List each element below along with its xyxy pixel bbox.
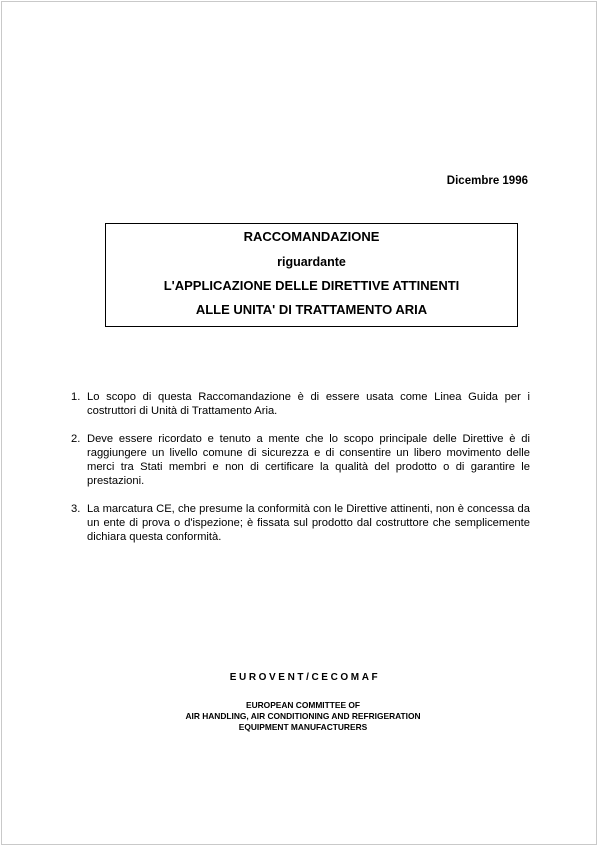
committee-line-3: EQUIPMENT MANUFACTURERS [238, 722, 368, 732]
list-item [71, 502, 530, 544]
committee-name [6, 700, 600, 733]
list-item-text: Deve essere ricordato e tenuto a mente che lo scopo principale delle Direttive è di raggiungere un livello comune di sicurezza e di consentire un libero movimento delle merci tra Stati membri e non di certificare la qualità del prodotto o di garantire le prestazioni. [87, 433, 530, 487]
title-line-2: riguardante [277, 255, 346, 269]
list-item-number: 1. [71, 391, 81, 403]
title-line-1: RACCOMANDAZIONE [243, 229, 380, 244]
list-item-number: 2. [71, 433, 81, 445]
committee-line-1: EUROPEAN COMMITTEE OF [246, 700, 360, 710]
list-item-text: La marcatura CE, che presume la conformità con le Direttive attinenti, non è concessa da un ente di prova o d'ispezione; è fissata sul prodotto dal costruttore che semplicemente dichiara questa conformità. [87, 503, 530, 543]
list-item [71, 390, 530, 418]
title-box [105, 223, 518, 327]
list-item-text: Lo scopo di questa Raccomandazione è di essere usata come Linea Guida per i costruttori di Unità di Trattamento Aria. [87, 391, 530, 417]
organization-name: EUROVENT/CECOMAF [229, 672, 381, 683]
points-list [71, 390, 530, 558]
list-item-number: 3. [71, 503, 81, 515]
title-line-3: L'APPLICAZIONE DELLE DIRETTIVE ATTINENTI [163, 278, 460, 293]
title-line-4: ALLE UNITA' DI TRATTAMENTO ARIA [195, 302, 428, 317]
footer [0, 672, 600, 733]
document-date: Dicembre 1996 [446, 175, 528, 187]
list-item [71, 432, 530, 488]
committee-line-2: AIR HANDLING, AIR CONDITIONING AND REFRIGERATION [185, 711, 421, 721]
